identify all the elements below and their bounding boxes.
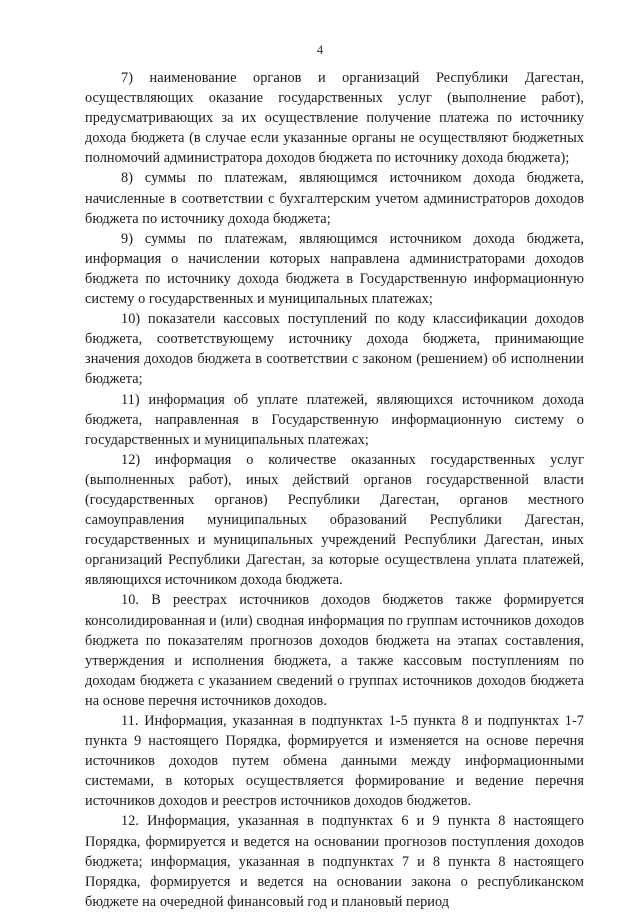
paragraph-item-7: 7) наименование органов и организаций Республики Дагестан, осуществляющих оказание государственных услуг (выполнение работ), предусматривающих за их осуществление получение платежа по источнику дохода бюджета (в случае если указанные органы не осуществляют бюджетных полномочий администратора доходов бюджета по источнику дохода бюджета); xyxy=(85,70,584,167)
page-number: 4 xyxy=(316,42,324,57)
paragraph-clause-12: 12. Информация, указанная в подпунктах 6 и 9 пункта 8 настоящего Порядка, формируется и ведется на основании прогнозов поступления доходов бюджета; информация, указанная в подпунктах 7 и 8 пункта 8 настоящего Порядка, формируется и ведется на основании закона о республиканском бюджете на очередной финансовый год и плановый период xyxy=(85,813,584,910)
document-body xyxy=(85,68,584,912)
paragraph-item-8: 8) суммы по платежам, являющимся источником дохода бюджета, начисленные в соответствии с бухгалтерским учетом администраторов доходов бюджета по источнику дохода бюджета; xyxy=(85,170,584,227)
paragraph-item-12: 12) информация о количестве оказанных государственных услуг (выполненных работ), иных действий органов государственной власти (государственных органов) Республики Дагестан, органов местного самоуправления муниципальных образований Республики Дагестан, государственных и муниципальных учреждений Республики Дагестан, иных организаций Республики Дагестан, за которые осуществлена уплата платежей, являющихся источником дохода бюджета. xyxy=(85,451,584,589)
paragraph-item-11: 11) информация об уплате платежей, являющихся источником дохода бюджета, направленная в Государственную информационную систему о государственных и муниципальных платежах; xyxy=(85,391,584,448)
paragraph-item-9: 9) суммы по платежам, являющимся источником дохода бюджета, информация о начислении которых направлена администраторами доходов бюджета по источнику дохода бюджета в Государственную информационную систему о государственных и муниципальных платежах; xyxy=(85,230,584,308)
paragraph-clause-11: 11. Информация, указанная в подпунктах 1-5 пункта 8 и подпунктах 1-7 пункта 9 настоящего Порядка, формируется и изменяется на основе перечня источников доходов путем обмена данными между информационными системами, в которых осуществляется формирование и ведение перечня источников доходов и реестров источников доходов бюджетов. xyxy=(85,713,584,810)
paragraph-item-10: 10) показатели кассовых поступлений по коду классификации доходов бюджета, соответствующему источнику дохода бюджета, принимающие значения доходов бюджета в соответствии с законом (решением) об исполнении бюджета; xyxy=(85,311,584,388)
paragraph-clause-10: 10. В реестрах источников доходов бюджетов также формируется консолидированная и (или) сводная информация по группам источников доходов бюджета по показателям прогнозов доходов бюджета на этапах составления, утверждения и исполнения бюджета, а также кассовым поступлениям по доходам бюджета с указанием сведений о группах источников доходов бюджета на основе перечня источников доходов. xyxy=(85,592,584,709)
